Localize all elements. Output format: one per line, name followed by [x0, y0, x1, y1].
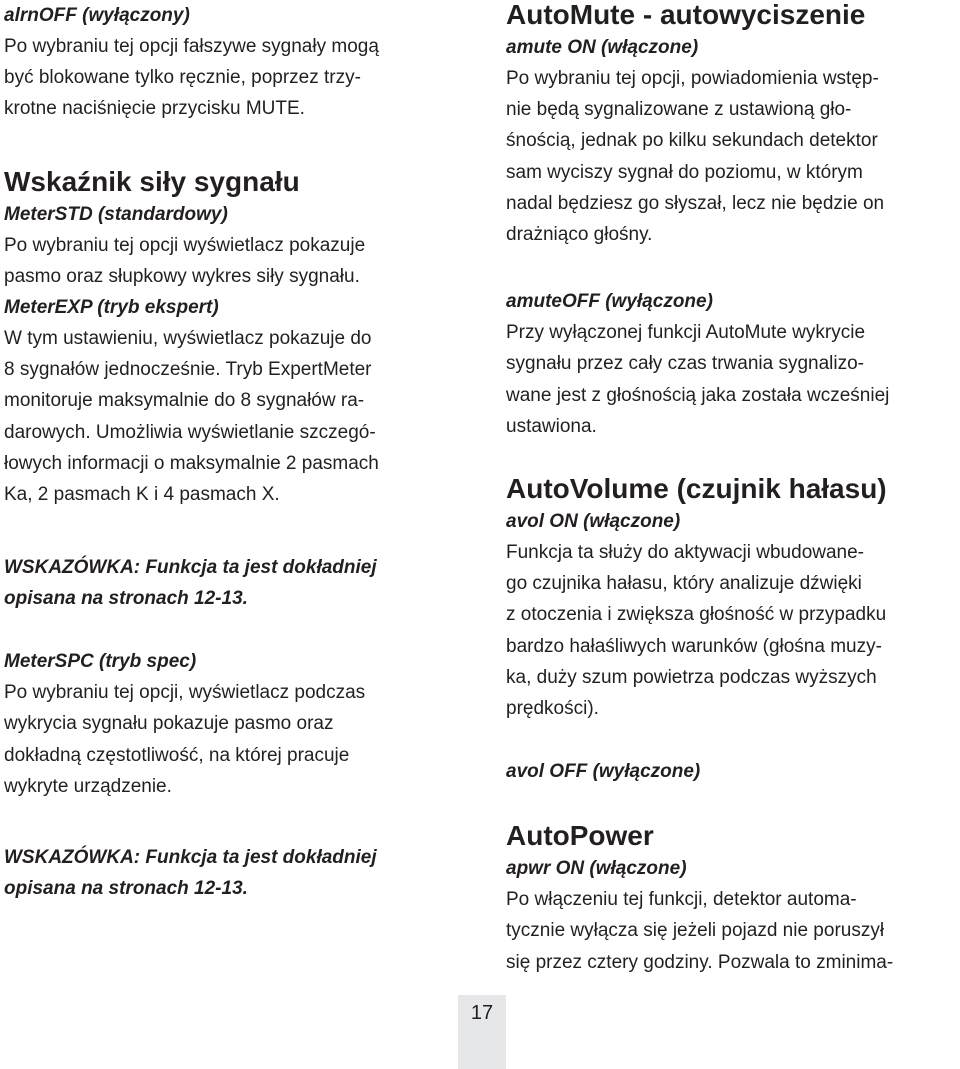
right-column [506, 0, 958, 978]
amute-off-title: amuteOFF (wyłączone) [506, 291, 713, 313]
alrnoff-text: Po wybraniu tej opcji fałszywe sygnały mogą być blokowane tylko ręcznie, poprzez trzy- krotne naciśnięcie przycisku MUTE. [4, 36, 379, 120]
autopower-heading: AutoPower [506, 820, 654, 852]
left-column [4, 0, 464, 904]
autovolume-heading: AutoVolume (czujnik hałasu) [506, 473, 887, 505]
page-number-box [458, 995, 506, 1069]
amute-on-title: amute ON (włączone) [506, 37, 699, 58]
note-2: WSKAZÓWKA: Funkcja ta jest dokładniej opisana na stronach 12-13. [4, 847, 377, 900]
apwr-on-title: apwr ON (włączone) [506, 858, 687, 880]
amute-off-text: Przy wyłączonej funkcji AutoMute wykrycie sygnału przez cały czas trwania sygnalizo- wane jest z głośnością jaka została wcześniej ustawiona. [506, 322, 890, 437]
meterspc-title: MeterSPC (tryb spec) [4, 651, 197, 673]
avol-on-title: avol ON (włączone) [506, 511, 681, 533]
meterexp-text: W tym ustawieniu, wyświetlacz pokazuje do 8 sygnałów jednocześnie. Tryb ExpertMeter monitoruje maksymalnie do 8 sygnałów ra- darowych. Umożliwia wyświetlanie szczegó- łowych informacji o maksymalnie 2 pasmach Ka, 2 pasmach K i 4 pasmach X. [4, 328, 379, 506]
meter-heading: Wskaźnik siły sygnału [4, 165, 300, 197]
meterspc-text: Po wybraniu tej opcji, wyświetlacz podczas wykrycia sygnału pokazuje pasmo oraz dokładną częstotliwość, na której pracuje wykryte urządzenie. [4, 682, 366, 797]
apwr-on-text: Po włączeniu tej funkcji, detektor automa- tycznie wyłącza się jeżeli pojazd nie poruszył się przez cztery godziny. Pozwala to zminima- [506, 889, 894, 973]
page-number: 17 [470, 1002, 494, 1024]
avol-on-text: Funkcja ta służy do aktywacji wbudowane- go czujnika hałasu, który analizuje dźwięki z otoczenia i zwiększa głośność w przypadku bardzo hałaśliwych warunków (głośna muzy- ka, duży szum powietrza podczas wyższych prędkości). [506, 542, 887, 720]
amute-on-text: Po wybraniu tej opcji, powiadomienia wstęp- nie będą sygnalizowane z ustawioną gło- śnością, jednak po kilku sekundach detektor sam wyciszy sygnał do poziomu, w którym nadal będziesz go słyszał, lecz nie będzie on drażniąco głośny. [506, 68, 885, 246]
meterstd-text: Po wybraniu tej opcji wyświetlacz pokazuje pasmo oraz słupkowy wykres siły sygnału. [4, 234, 366, 287]
automute-heading: AutoMute - autowyciszenie [506, 0, 866, 30]
alrnoff-title: alrnOFF (wyłączony) [4, 5, 190, 26]
avol-off-title: avol OFF (wyłączone) [506, 761, 701, 783]
meterexp-title: MeterEXP (tryb ekspert) [4, 297, 219, 319]
note-1: WSKAZÓWKA: Funkcja ta jest dokładniej opisana na stronach 12-13. [4, 557, 377, 610]
meterstd-title: MeterSTD (standardowy) [4, 203, 228, 225]
